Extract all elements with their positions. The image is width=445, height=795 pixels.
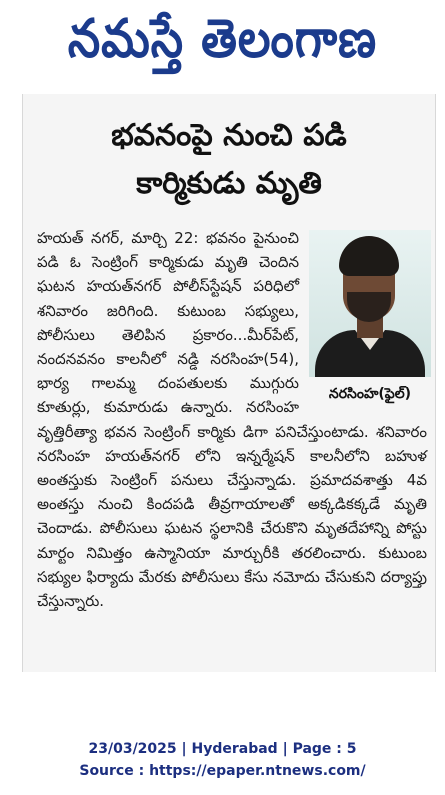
newspaper-masthead (0, 0, 445, 90)
article-body (37, 226, 427, 613)
headline-line-2: కార్మికుడు మృతి (136, 166, 322, 201)
article-clipping (22, 94, 436, 672)
page-footer (0, 738, 445, 782)
photo-caption: నరసింహ(ఫైల్) (328, 386, 412, 402)
article-body-text: హయత్ నగర్, మార్చి 22: భవనం పైనుంచి పడి ఓ సెంట్రింగ్ కార్మికుడు మృతి చెందిన ఘటన హయత్‌నగర్ పోలీస్‌స్టేషన్ పరిధిలో శనివారం జరిగింది. కుటుంబ సభ్యులు, పోలీసులు తెలిపిన ప్రకారం...మీర్‌పేట్, నందనవనం కాలనీలో నడ్డి నరసింహ(54), భార్య గాలమ్మ దంపతులకు ముగ్గురు కూతుర్లు, కుమారుడు ఉన్నారు. నరసింహ వృత్తిరీత్యా భవన సెంట్రింగ్ కార్మికు డిగా పనిచేస్తుంటాడు. శనివారం నరసింహ హయత్‌నగర్ లోని ఇన్నర్మేషన్ కాలనీలోని బహుళ అంతస్తుకు సెంట్రింగ్ పనులు చేస్తున్నాడు. ప్రమాదవశాత్తు 4వ అంతస్తు నుంచి కిందపడి తీవ్రగాయాలతో అక్కడికక్కడే మృతి చెందాడు. పోలీసులు ఘటన స్థలానికి చేరుకొని మృతదేహాన్ని పోస్టు మార్టం నిమిత్తం ఉస్మానియా మార్చురీకి తరలించారు. కుటుంబ సభ్యుల ఫిర్యాదు మేరకు పోలీసులు కేసు నమోదు చేసుకుని దర్యాప్తు చేస్తున్నారు. (37, 229, 427, 611)
article-headline (23, 112, 435, 208)
headline-line-1: భవనంపై నుంచి పడి (111, 118, 347, 153)
footer-date-line: 23/03/2025 | Hyderabad | Page : 5 (88, 741, 357, 757)
masthead-title: నమస్తే తెలంగాణ (67, 7, 378, 70)
footer-source-line: Source : https://epaper.ntnews.com/ (79, 763, 366, 779)
